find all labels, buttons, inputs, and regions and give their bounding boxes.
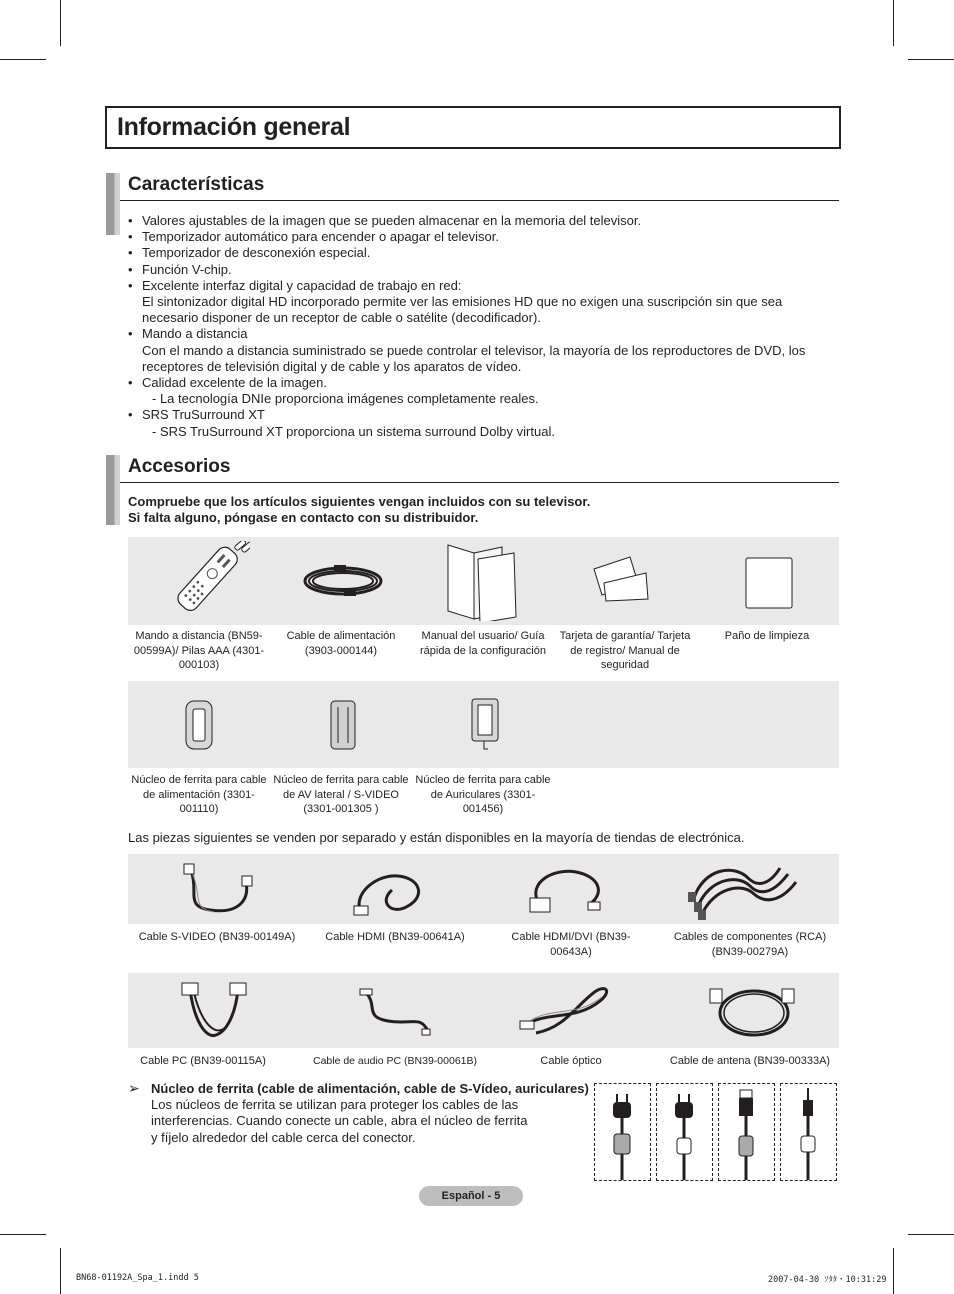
crop-mark: [0, 1234, 46, 1235]
item-label: Cable óptico: [540, 1055, 602, 1067]
crop-mark: [893, 0, 894, 46]
included-row-2-labels: [128, 773, 839, 823]
item-label: Cable HDMI (BN39-00641A): [325, 931, 465, 943]
separate-row-2-labels: [128, 1054, 839, 1074]
item-label: Cable S-VIDEO (BN39-00149A): [138, 931, 296, 943]
crop-mark: [893, 1248, 894, 1294]
included-row-1-labels: [128, 629, 839, 679]
feature-text: • Mando a distancia: [142, 326, 248, 342]
feature-detail: Con el mando a distancia suministrado se puede controlar el televisor, la mayoría de los reproductores de DVD, los receptores de televisión digital y de cable y los aparatos de vídeo.: [142, 342, 806, 374]
separate-row-2: [128, 973, 839, 1048]
page-title-box: [105, 106, 841, 149]
feature-item: [128, 326, 828, 375]
feature-text: • Temporizador de desconexión especial.: [142, 245, 371, 261]
ferrite-example-power-2: [656, 1083, 713, 1181]
antenna-cable-icon: [704, 981, 804, 1043]
included-row-1: [128, 537, 839, 625]
section-divider: [120, 200, 839, 201]
date-slug: 2007-04-30 ｿﾀﾀ・10:31:29: [768, 1275, 887, 1285]
file-slug: BN68-01192A_Spa_1.indd 5: [76, 1273, 199, 1283]
separate-row-1: [128, 854, 839, 924]
intro-line: Si falta alguno, póngase en contacto con su distribuidor.: [128, 509, 479, 525]
separate-row-1-labels: [128, 930, 839, 966]
crop-mark: [60, 1248, 61, 1294]
feature-item: [128, 407, 828, 439]
feature-subpoint: - La tecnología DNIe proporciona imágenes completamente reales.: [152, 391, 539, 407]
svideo-cable-icon: [180, 862, 260, 918]
warranty-card-icon: [590, 555, 652, 603]
item-label: Cable de antena (BN39-00333A): [669, 1055, 831, 1067]
feature-item: [128, 262, 828, 278]
note-arrow: ➢: [128, 1080, 140, 1096]
feature-text: • SRS TruSurround XT: [142, 407, 265, 423]
feature-text: • Función V-chip.: [142, 261, 232, 277]
power-plug-icon: [595, 1084, 650, 1180]
accessories-intro: [128, 494, 590, 525]
included-row-2: [128, 681, 839, 768]
manual-icon: [444, 543, 520, 621]
feature-item: [128, 213, 828, 229]
optical-cable-icon: [516, 981, 620, 1039]
section-bar: [106, 173, 120, 235]
item-label: Cable de audio PC (BN39-00061B): [312, 1055, 478, 1067]
crop-mark: [60, 0, 61, 46]
feature-detail: El sintonizador digital HD incorporado permite ver las emisiones HD que no exigen una suscripción sin que sea necesario disponer de un receptor de cable o satélite (decodificador).: [142, 294, 783, 326]
feature-item: [128, 375, 828, 407]
remote-control-icon: [164, 541, 250, 621]
ferrite-core-icon: [328, 699, 358, 751]
ferrite-example-headphone: [780, 1083, 837, 1181]
item-label: Núcleo de ferrita para cable de AV lateral / S-VIDEO (3301-001305 ): [273, 774, 409, 815]
cleaning-cloth-icon: [742, 554, 798, 612]
power-plug-icon: [657, 1084, 712, 1180]
feature-item: [128, 229, 828, 245]
ferrite-core-icon: [184, 699, 214, 751]
hdmi-cable-icon: [348, 862, 432, 918]
pc-cable-icon: [176, 981, 252, 1043]
item-label: Mando a distancia (BN59-00599A)/ Pilas AAA (4301-000103): [133, 630, 265, 671]
feature-subpoint: - SRS TruSurround XT proporciona un sistema surround Dolby virtual.: [152, 423, 555, 439]
headphone-plug-icon: [781, 1084, 836, 1180]
item-label: Tarjeta de garantía/ Tarjeta de registro/ Manual de seguridad: [559, 630, 691, 671]
page-title: Información general: [117, 113, 351, 141]
item-label: Cables de componentes (RCA) (BN39-00279A): [673, 931, 827, 958]
ferrite-example-power: [594, 1083, 651, 1181]
item-label: Cable HDMI/DVI (BN39-00643A): [511, 931, 631, 958]
crop-mark: [0, 59, 46, 60]
item-label: Núcleo de ferrita para cable de alimentación (3301-001110): [131, 774, 267, 815]
item-label: Cable PC (BN39-00115A): [140, 1055, 266, 1067]
svideo-plug-icon: [719, 1084, 774, 1180]
power-cable-icon: [298, 557, 388, 605]
item-label: Paño de limpieza: [724, 630, 810, 642]
feature-text: • Valores ajustables de la imagen que se pueden almacenar en la memoria del televisor.: [142, 213, 642, 228]
feature-item: [128, 278, 828, 327]
feature-item: [128, 245, 828, 261]
page-number-badge: Español - 5: [419, 1186, 523, 1206]
separate-items-text: Las piezas siguientes se venden por separado y están disponibles en la mayoría de tiendas de electrónica.: [128, 830, 745, 845]
item-label: Núcleo de ferrita para cable de Auriculares (3301-001456): [415, 774, 551, 815]
intro-line: Compruebe que los artículos siguientes vengan incluidos con su televisor.: [128, 494, 591, 509]
hdmi-dvi-cable-icon: [524, 862, 610, 918]
item-label: Manual del usuario/ Guía rápida de la configuración: [420, 630, 546, 657]
crop-mark: [908, 1234, 954, 1235]
feature-text: • Temporizador automático para encender o apagar el televisor.: [142, 229, 499, 245]
features-heading: Características: [128, 174, 265, 195]
feature-text: • Excelente interfaz digital y capacidad de trabajo en red:: [142, 277, 462, 293]
item-label: Cable de alimentación (3903-000144): [286, 630, 396, 657]
section-divider: [120, 482, 839, 483]
rca-cable-icon: [684, 858, 814, 920]
ferrite-note-title: Núcleo de ferrita (cable de alimentación, cable de S-Vídeo, auriculares): [151, 1081, 589, 1096]
accessories-heading: Accesorios: [128, 456, 231, 477]
features-list: [128, 213, 828, 440]
ferrite-note-body: Los núcleos de ferrita se utilizan para proteger los cables de las interferencias. Cuando conecte un cable, abra el núcleo de ferrita y fíjelo alrededor del cable cerca del conector.: [151, 1097, 528, 1145]
ferrite-example-svideo: [718, 1083, 775, 1181]
feature-text: • Calidad excelente de la imagen.: [142, 375, 328, 391]
ferrite-core-icon: [468, 695, 502, 753]
crop-mark: [908, 59, 954, 60]
audio-cable-icon: [358, 985, 434, 1039]
section-bar: [106, 455, 120, 525]
